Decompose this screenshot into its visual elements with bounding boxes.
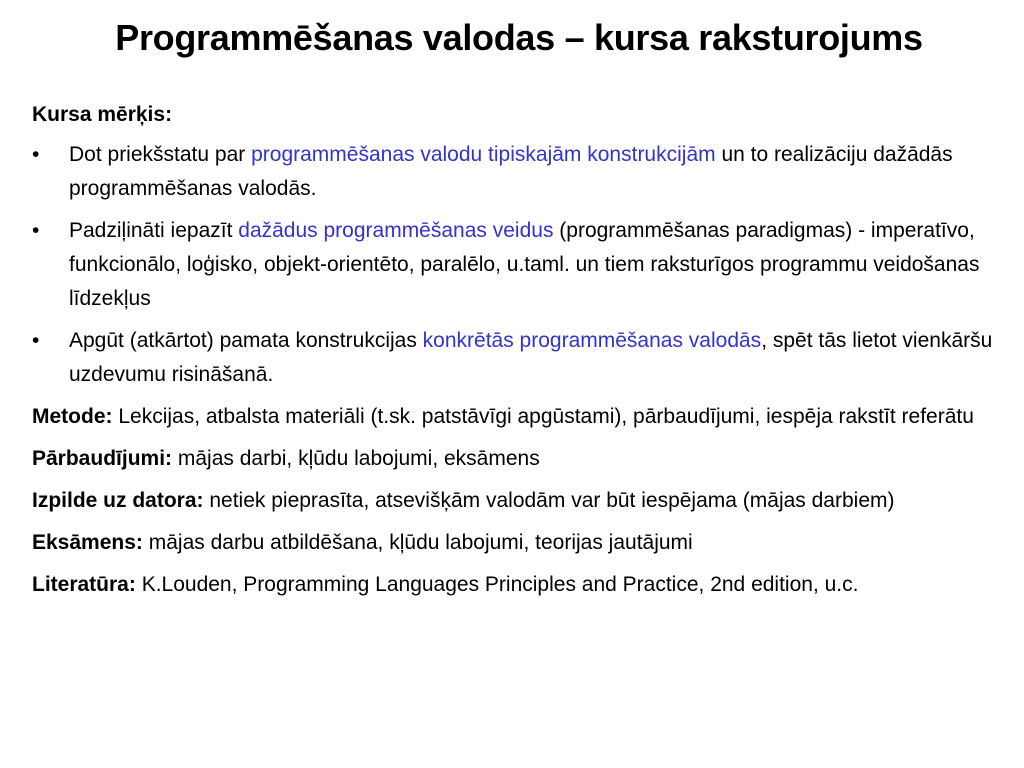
detail-assessments: [32, 442, 1006, 476]
goal-highlight: dažādus programmēšanas veidus: [238, 219, 554, 242]
goal-text-after: (programmēšanas paradigmas) - imperatīvo, funkcionālo, loģisko, objekt-orientēto, paralēlo, u.taml. un tiem raksturīgos programmu veidošanas līdzekļus: [69, 219, 980, 310]
goal-item: [32, 214, 1006, 316]
detail-label: Literatūra:: [32, 573, 136, 596]
detail-exam: [32, 526, 1006, 560]
detail-method: [32, 400, 1006, 434]
detail-label: Metode:: [32, 405, 113, 428]
slide-title: Programmēšanas valodas – kursa raksturojums: [115, 17, 923, 58]
goal-text-before: Apgūt (atkārtot) pamata konstrukcijas: [69, 329, 423, 352]
detail-label: Eksāmens:: [32, 531, 143, 554]
goal-highlight: konkrētās programmēšanas valodās: [422, 329, 762, 352]
detail-label: Izpilde uz datora:: [32, 489, 204, 512]
goal-text-after: un to realizāciju dažādās programmēšanas valodās.: [69, 143, 953, 200]
detail-literature: [32, 568, 1006, 602]
detail-computer-execution: [32, 484, 1006, 518]
detail-label: Pārbaudījumi:: [32, 447, 173, 470]
detail-text: K.Louden, Programming Languages Principles and Practice, 2nd edition, u.c.: [135, 573, 859, 596]
goals-list: [32, 138, 1006, 392]
goal-item: [32, 138, 1006, 206]
goal-text-before: Padziļināti iepazīt: [69, 219, 239, 242]
goal-highlight: programmēšanas valodu tipiskajām konstrukcijām: [251, 143, 716, 166]
goal-text-after: , spēt tās lietot vienkāršu uzdevumu risināšanā.: [69, 329, 993, 386]
goal-text-before: Dot priekšstatu par: [69, 143, 252, 166]
goal-item: [32, 324, 1006, 392]
bullet-icon: •: [32, 143, 40, 166]
goals-heading: Kursa mērķis:: [32, 103, 173, 126]
bullet-icon: •: [32, 329, 40, 352]
slide-content: [32, 98, 1006, 602]
detail-text: mājas darbi, kļūdu labojumi, eksāmens: [172, 447, 540, 470]
detail-text: Lekcijas, atbalsta materiāli (t.sk. patstāvīgi apgūstami), pārbaudījumi, iespēja rakstīt referātu: [112, 405, 974, 428]
detail-text: mājas darbu atbildēšana, kļūdu labojumi, teorijas jautājumi: [142, 531, 693, 554]
detail-text: netiek pieprasīta, atsevišķām valodām var būt iespējama (mājas darbiem): [203, 489, 895, 512]
bullet-icon: •: [32, 219, 40, 242]
